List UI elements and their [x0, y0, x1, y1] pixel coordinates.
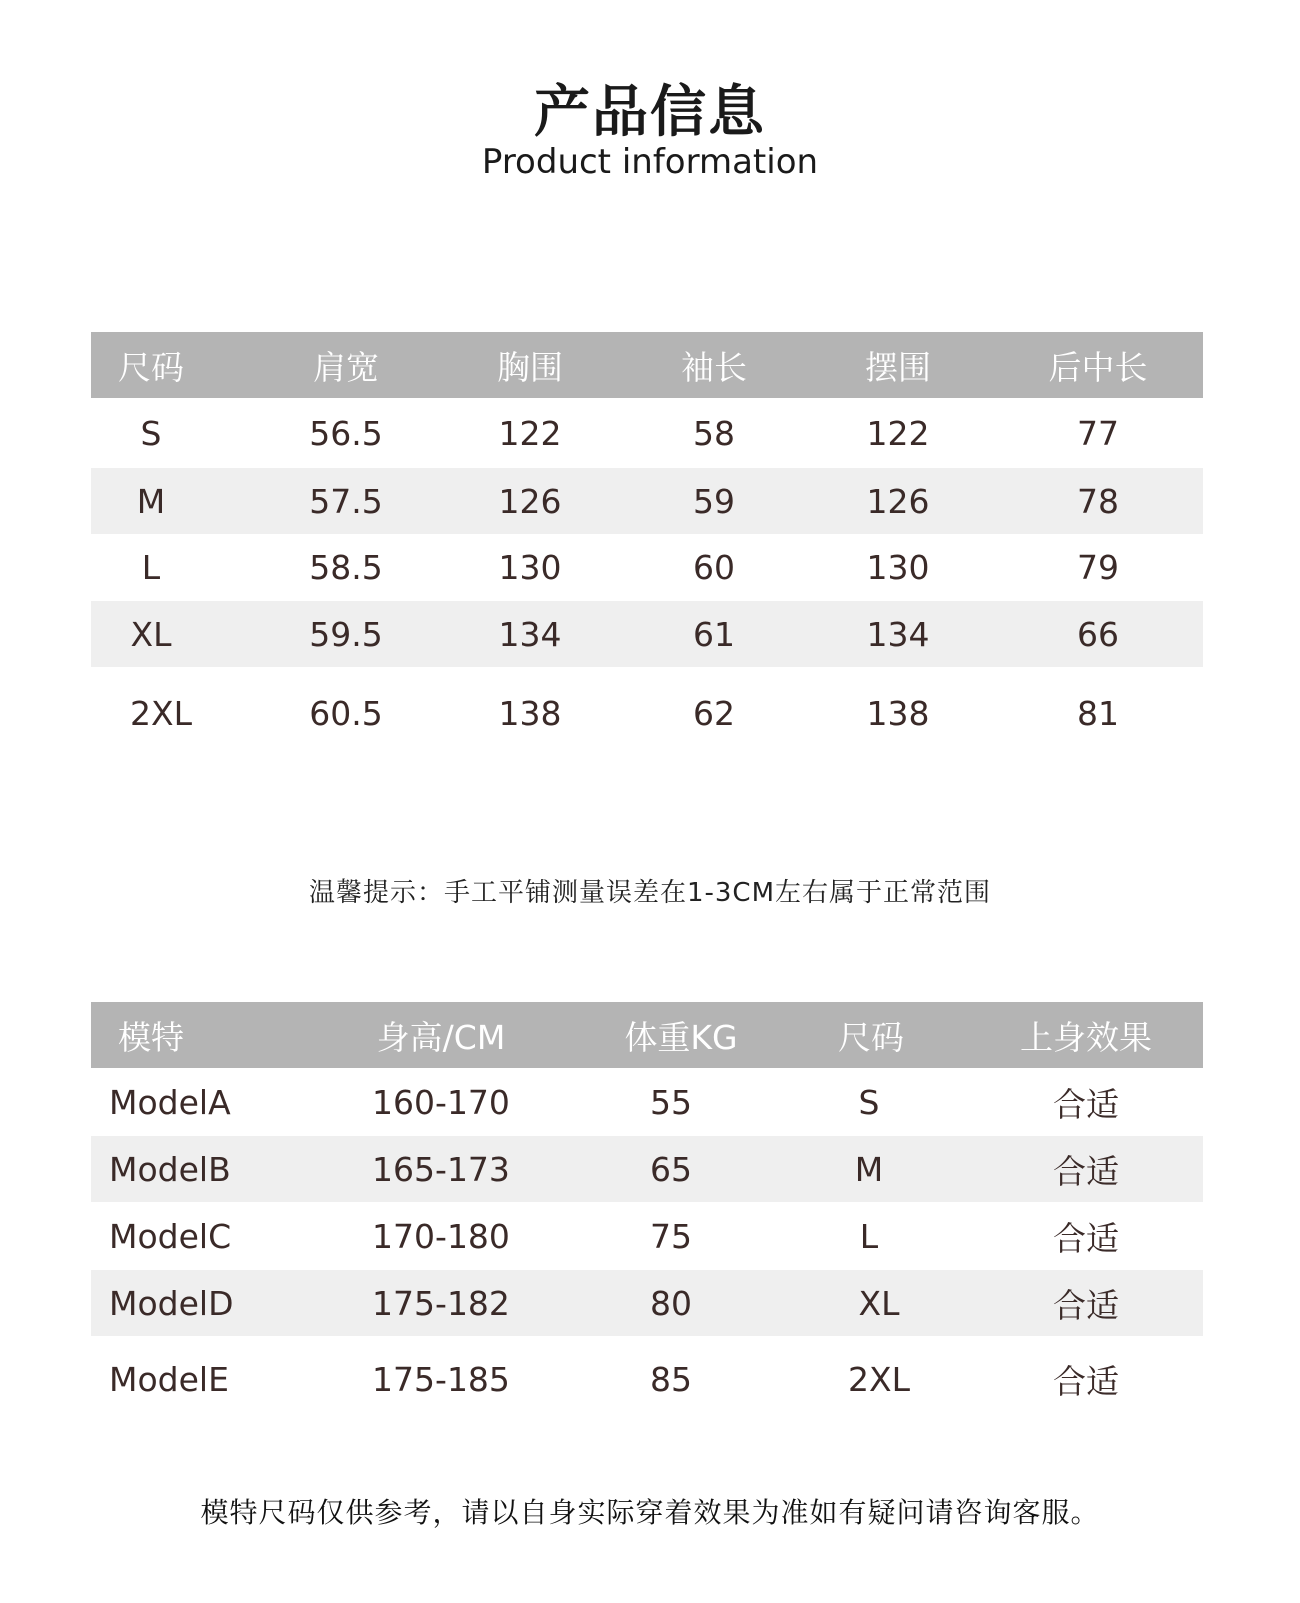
table-cell: 81: [1077, 693, 1119, 733]
table-cell: 62: [693, 693, 735, 733]
table-cell: S: [858, 1082, 880, 1122]
table-cell: 59: [693, 481, 735, 521]
table-cell: M: [854, 1149, 884, 1189]
table-cell: 130: [866, 548, 930, 587]
table-cell: 2XL: [130, 693, 192, 733]
table-cell: ModelB: [109, 1149, 231, 1189]
table-cell: 160-170: [372, 1082, 510, 1122]
table-cell: M: [136, 481, 166, 521]
table-cell: 2XL: [848, 1359, 910, 1399]
table-cell: 175-185: [372, 1359, 510, 1399]
header-cell-model: 模特: [118, 1017, 184, 1057]
table-cell: 59.5: [309, 614, 383, 654]
table-cell: 175-182: [372, 1283, 510, 1323]
model-table: [91, 1002, 1203, 1422]
table-row: [91, 667, 1203, 759]
table-cell: 合适: [1053, 1285, 1119, 1325]
header-cell-shoulder: 肩宽: [313, 347, 379, 387]
table-cell: 122: [866, 413, 930, 453]
table-cell: 77: [1077, 413, 1119, 453]
header-cell-fit: 上身效果: [1020, 1017, 1152, 1057]
table-cell: 122: [498, 413, 562, 453]
table-cell: 60: [693, 548, 735, 587]
footer-note: 模特尺码仅供参考，请以自身实际穿着效果为准如有疑问请咨询客服。: [200, 1496, 1100, 1529]
table-row: [91, 534, 1203, 601]
header-cell-chest: 胸围: [497, 347, 563, 387]
measurement-tip: 温馨提示：手工平铺测量误差在1-3CM左右属于正常范围: [308, 878, 992, 908]
table-cell: 57.5: [309, 481, 383, 521]
table-cell: 134: [866, 614, 930, 654]
table-cell: S: [140, 413, 162, 453]
table-row: [91, 1202, 1203, 1270]
header-cell-size: 尺码: [118, 347, 184, 387]
header-cell-sleeve: 袖长: [681, 347, 747, 387]
table-cell: 165-173: [372, 1149, 510, 1189]
header-cell-hem: 摆围: [865, 347, 931, 387]
table-cell: 138: [498, 693, 562, 733]
table-row: [91, 398, 1203, 468]
table-cell: L: [859, 1216, 879, 1256]
header-cell-height: 身高/CM: [376, 1017, 506, 1057]
table-cell: 130: [498, 548, 562, 587]
table-cell: 合适: [1053, 1151, 1119, 1191]
table-cell: 75: [650, 1216, 692, 1256]
table-cell: 合适: [1053, 1084, 1119, 1124]
table-cell: 65: [650, 1149, 692, 1189]
table-row: [91, 1336, 1203, 1422]
table-cell: 56.5: [309, 413, 383, 453]
table-cell: 合适: [1053, 1218, 1119, 1258]
table-cell: XL: [858, 1283, 900, 1323]
table-row: [91, 1068, 1203, 1136]
table-cell: 126: [866, 481, 930, 521]
table-cell: ModelD: [109, 1283, 234, 1323]
table-cell: 55: [650, 1082, 692, 1122]
table-cell: ModelA: [109, 1082, 231, 1122]
table-cell: 134: [498, 614, 562, 654]
table-cell: 66: [1077, 614, 1119, 654]
table-row: [91, 601, 1203, 667]
header-cell-weight: 体重KG: [624, 1017, 738, 1057]
table-cell: 80: [650, 1283, 692, 1323]
size-table: [91, 332, 1203, 759]
table-row: [91, 468, 1203, 534]
header-cell-size: 尺码: [838, 1017, 904, 1057]
table-cell: ModelE: [109, 1359, 229, 1399]
table-cell: 126: [498, 481, 562, 521]
table-cell: 79: [1077, 548, 1119, 587]
page-subtitle: Product information: [481, 142, 819, 182]
table-row: [91, 1136, 1203, 1202]
table-cell: 170-180: [372, 1216, 510, 1256]
table-cell: L: [141, 548, 161, 587]
table-row: [91, 1270, 1203, 1336]
size-table-header: [91, 332, 1203, 398]
table-cell: 58.5: [309, 548, 383, 587]
table-cell: 138: [866, 693, 930, 733]
table-cell: 58: [693, 413, 735, 453]
table-cell: 合适: [1053, 1361, 1119, 1401]
header-cell-length: 后中长: [1048, 347, 1148, 387]
table-cell: 85: [650, 1359, 692, 1399]
page-title: 产品信息: [534, 80, 766, 145]
table-cell: 61: [693, 614, 735, 654]
table-cell: ModelC: [109, 1216, 232, 1256]
table-cell: 78: [1077, 481, 1119, 521]
table-cell: XL: [130, 614, 172, 654]
model-table-header: [91, 1002, 1203, 1068]
table-cell: 60.5: [309, 693, 383, 733]
